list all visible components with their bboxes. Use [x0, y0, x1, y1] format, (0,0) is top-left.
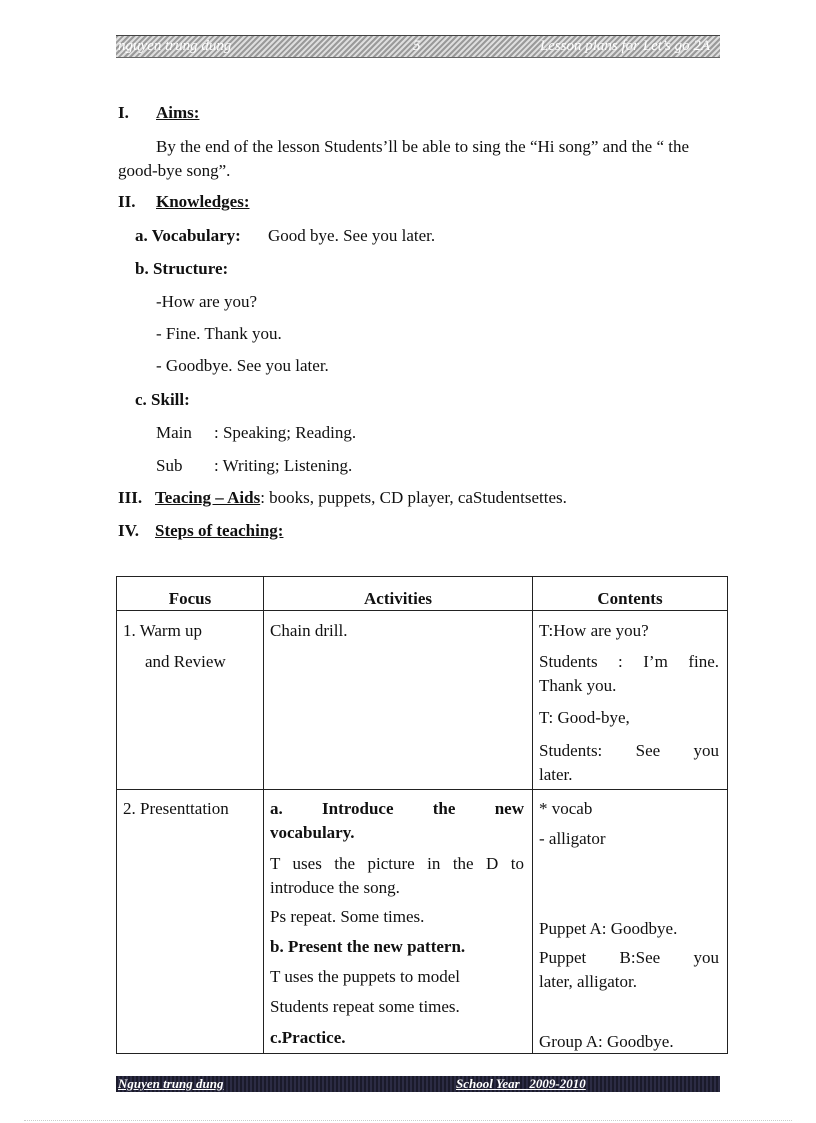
section-steps-number: IV. — [118, 521, 139, 540]
footer-school-year: School Year 2009-2010 — [456, 1076, 586, 1091]
skill-sub-label: Sub — [156, 456, 183, 475]
content-line: later. — [539, 765, 573, 784]
content-line: Students: See you — [539, 741, 719, 760]
vocabulary-text: Good bye. See you later. — [268, 226, 436, 245]
vocabulary-label: a. Vocabulary: — [135, 226, 241, 245]
section-aims-title: Aims: — [156, 103, 200, 122]
footer-author: Nguyen trung dung — [118, 1076, 224, 1091]
focus-text: and Review — [145, 652, 226, 671]
section-aids-number: III. — [118, 488, 143, 507]
aims-text: By the end of the lesson Students’ll be able to sing the “Hi song” and the “ the good-bye song”. — [118, 137, 690, 180]
skill-main-text: : Speaking; Reading. — [214, 423, 357, 442]
content-line: Group A: Goodbye. — [539, 1032, 674, 1051]
table-row — [117, 611, 728, 790]
column-header-contents: Contents — [533, 577, 728, 611]
content-line: - alligator — [539, 829, 606, 848]
header-title: Lesson plans for Let’s go 2A — [539, 38, 710, 54]
focus-cell — [117, 790, 264, 1054]
content-line: Puppet A: Goodbye. — [539, 919, 678, 938]
focus-text: 1. Warm up — [123, 621, 203, 640]
section-steps-title: Steps of teaching: — [155, 521, 284, 540]
table-row — [117, 790, 728, 1054]
page-bottom-divider — [24, 1120, 792, 1121]
table-header-row — [117, 577, 728, 611]
page-footer — [116, 1076, 720, 1092]
structure-label: b. Structure: — [135, 259, 229, 278]
structure-line: -How are you? — [156, 292, 258, 311]
section-aids-title: Teacing – Aids — [155, 488, 261, 507]
content-line: T: Good-bye, — [539, 708, 630, 727]
focus-cell — [117, 611, 264, 790]
skill-main-label: Main — [156, 423, 192, 442]
section-knowledges-number: II. — [118, 192, 136, 211]
activity-line: T uses the picture in the D to — [270, 854, 524, 873]
activity-line: a. Introduce the new — [270, 799, 524, 818]
header-page-number: 5 — [413, 38, 421, 54]
lesson-table — [116, 576, 728, 1054]
content-line: Students : I’m fine. — [539, 652, 719, 671]
activity-line: Students repeat some times. — [270, 997, 460, 1016]
activity-line: vocabulary. — [270, 823, 355, 842]
activity-line: b. Present the new pattern. — [270, 937, 466, 956]
contents-cell — [533, 611, 728, 790]
skill-sub-text: : Writing; Listening. — [214, 456, 353, 475]
content-line: * vocab — [539, 799, 593, 818]
contents-cell — [533, 790, 728, 1054]
column-header-activities: Activities — [264, 577, 533, 611]
content-line: later, alligator. — [539, 972, 637, 991]
page-header — [116, 35, 720, 58]
section-knowledges-title: Knowledges: — [156, 192, 250, 211]
structure-line: - Goodbye. See you later. — [156, 356, 329, 375]
structure-line: - Fine. Thank you. — [156, 324, 282, 343]
activity-cell — [264, 790, 533, 1054]
header-author: nguyen trung dung — [118, 38, 232, 54]
content-line: T:How are you? — [539, 621, 649, 640]
activity-cell — [264, 611, 533, 790]
activity-line: introduce the song. — [270, 878, 400, 897]
skill-label: c. Skill: — [135, 390, 190, 409]
focus-text: 2. Presenttation — [123, 799, 229, 818]
column-header-focus: Focus — [117, 577, 264, 611]
content-line: Puppet B:See you — [539, 948, 719, 967]
activity-text: Chain drill. — [270, 621, 348, 640]
activity-line: T uses the puppets to model — [270, 967, 460, 986]
section-aims-number: I. — [118, 103, 129, 122]
content-line: Thank you. — [539, 676, 617, 695]
section-aids-text: : books, puppets, CD player, caStudentsettes. — [260, 488, 567, 507]
activity-line: Ps repeat. Some times. — [270, 907, 425, 926]
section-aids-line — [155, 488, 567, 508]
activity-line: c.Practice. — [270, 1028, 346, 1047]
